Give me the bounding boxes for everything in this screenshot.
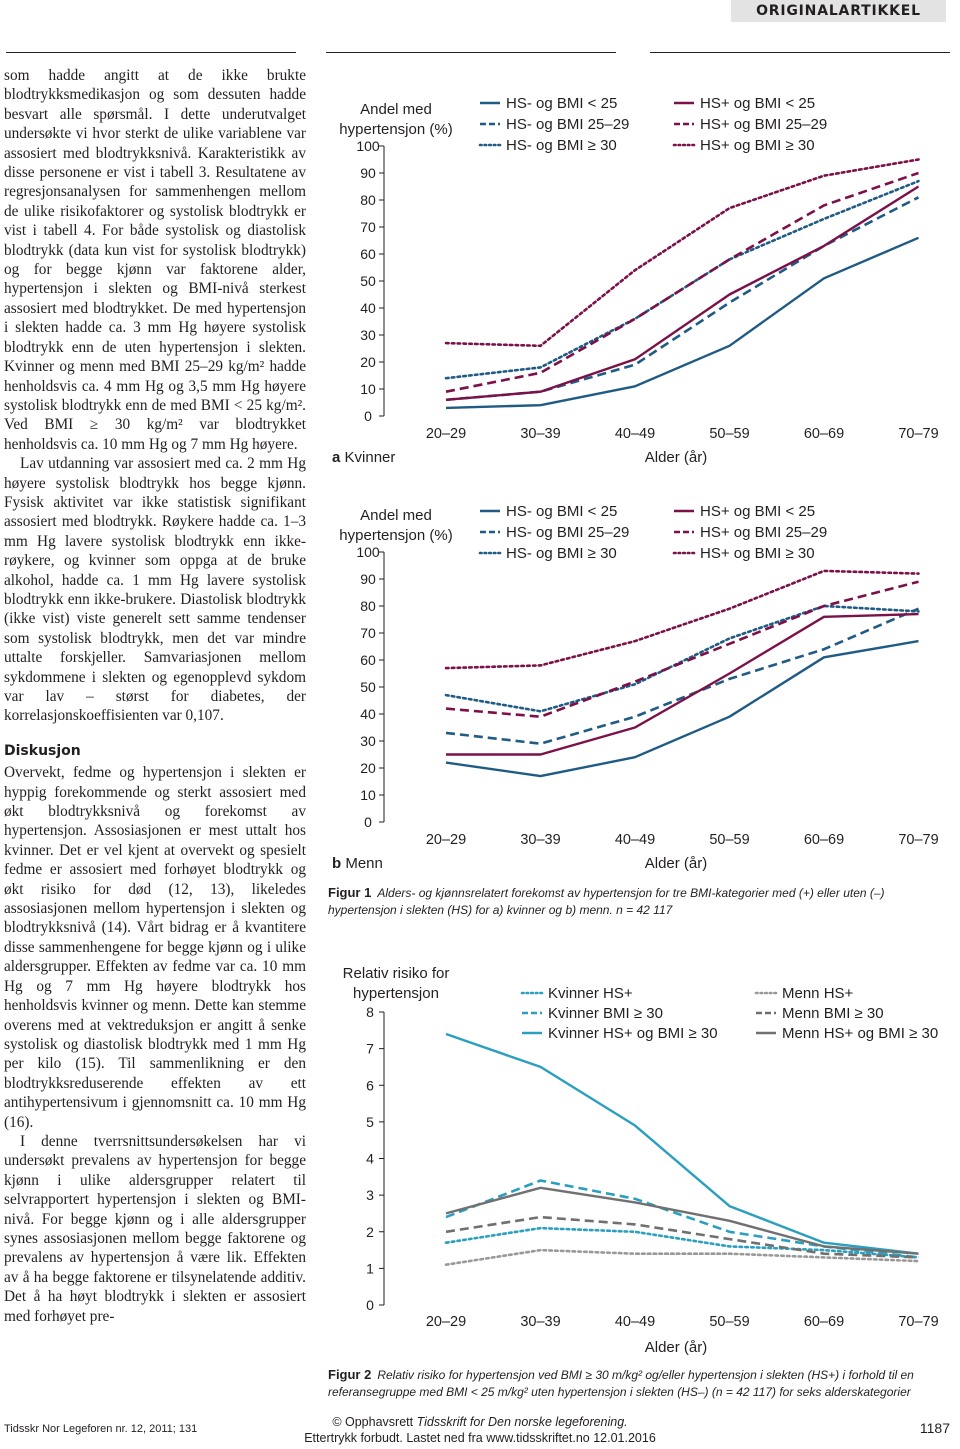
x-tick-label: 20–29	[425, 832, 467, 848]
legend-label: Kvinner BMI ≥ 30	[548, 1005, 663, 1022]
series-line	[446, 609, 919, 744]
y-tick-label: 20	[360, 760, 376, 776]
x-tick-label: 30–39	[520, 426, 561, 442]
y-tick-label: 60	[360, 246, 376, 262]
y-axis-label: Relativ risiko for	[342, 965, 450, 982]
figure-2-caption-text: Relativ risiko for hypertensjon ved BMI ≥ 30 m/kg² og/eller hypertensjon i slekten (HS+) i forhold til en referansegruppe med BMI < 25 m/kg² uten hypertensjon i slekten (HS–) (n = 42 117) for seks alderskategorier	[328, 1368, 914, 1399]
legend-label: HS- og BMI ≥ 30	[506, 545, 617, 562]
legend-label: HS+ og BMI < 25	[700, 95, 816, 112]
y-tick-label: 70	[360, 219, 376, 235]
body-paragraph: Lav utdanning var assosiert med ca. 2 mm Hg høyere systolisk blodtrykk hos begge kjønn. Fysisk aktivitet var ikke statistisk signifikant assosiert med blodtrykk. Røykere hadde ca. 1–3 mm Hg lavere systolisk blodtrykk enn ikke-røykere, og kvinner som oppga at de bruke alkohol, hadde ca. 1 mm Hg lavere systolisk blodtrykk enn ikke-brukere. Diastolisk blodtrykk (ikke vist) viste generelt sett samme tendenser som systolisk blodtrykk, men det var mindre uttalte forskjeller. Samvariasjonen mellom sykdommene i slekten og egenopplevd sykdom var lav – størst for diabetes, der korrelasjonskoeffisienten var 0,107.	[4, 455, 306, 725]
x-tick-label: 20–29	[425, 426, 467, 442]
x-tick-label: 60–69	[803, 1314, 845, 1330]
y-tick-label: 0	[364, 814, 372, 830]
download-notice: Ettertrykk forbudt. Lastet ned fra www.tidsskriftet.no 12.01.2016	[304, 1431, 656, 1445]
legend-label: Menn HS+	[782, 985, 854, 1002]
series-line	[446, 1250, 919, 1265]
figure-1-caption	[328, 884, 950, 919]
legend-label: HS+ og BMI ≥ 30	[700, 137, 815, 154]
page-header	[0, 0, 960, 24]
y-tick-label: 0	[364, 408, 372, 424]
y-tick-label: 2	[366, 1223, 374, 1240]
y-tick-label: 20	[360, 354, 376, 370]
series-line	[446, 614, 919, 754]
copyright-journal: Tidsskrift for Den norske legeforening.	[416, 1415, 628, 1429]
header-rule-right	[650, 52, 950, 53]
y-tick-label: 50	[360, 273, 376, 289]
y-tick-label: 100	[356, 138, 380, 154]
series-line	[446, 606, 919, 711]
series-line	[446, 160, 919, 346]
x-axis-label: Alder (år)	[644, 449, 708, 466]
section-heading: Diskusjon	[4, 742, 81, 759]
x-tick-label: 50–59	[709, 832, 750, 848]
y-tick-label: 0	[366, 1297, 374, 1313]
legend-label: HS+ og BMI ≥ 30	[700, 545, 815, 562]
y-tick-label: 6	[366, 1077, 374, 1094]
figure-2-caption	[328, 1366, 950, 1401]
y-tick-label: 30	[360, 327, 376, 343]
x-tick-label: 70–79	[898, 1314, 939, 1330]
header-rule-mid	[326, 52, 616, 53]
legend-label: HS- og BMI 25–29	[506, 116, 630, 133]
figure-2-label: Figur 2	[328, 1367, 372, 1382]
y-axis-label: hypertensjon	[353, 985, 439, 1002]
y-tick-label: 100	[356, 544, 380, 560]
y-tick-label: 7	[366, 1040, 374, 1057]
y-tick-label: 10	[360, 787, 376, 803]
x-tick-label: 50–59	[709, 426, 750, 442]
legend-label: HS+ og BMI 25–29	[700, 524, 828, 541]
y-tick-label: 80	[360, 192, 376, 208]
x-tick-label: 20–29	[425, 1314, 467, 1330]
y-tick-label: 70	[360, 625, 376, 641]
y-tick-label: 90	[360, 571, 376, 587]
legend-label: HS- og BMI < 25	[506, 95, 618, 112]
y-tick-label: 80	[360, 598, 376, 614]
legend-label: HS- og BMI ≥ 30	[506, 137, 617, 154]
series-line	[446, 173, 919, 392]
legend-label: HS+ og BMI < 25	[700, 503, 816, 520]
series-line	[446, 1217, 919, 1257]
y-tick-label: 30	[360, 733, 376, 749]
y-tick-label: 10	[360, 381, 376, 397]
y-tick-label: 1	[366, 1260, 374, 1277]
legend-label: HS+ og BMI 25–29	[700, 116, 828, 133]
legend-label: HS- og BMI 25–29	[506, 524, 630, 541]
x-tick-label: 60–69	[803, 426, 845, 442]
legend-label: Kvinner HS+	[548, 985, 633, 1002]
section-tag: ORIGINALARTIKKEL	[731, 0, 946, 22]
y-tick-label: 5	[366, 1113, 374, 1130]
legend-label: HS- og BMI < 25	[506, 503, 618, 520]
copyright-prefix: © Opphavsrett	[332, 1415, 417, 1429]
y-tick-label: 4	[366, 1150, 374, 1167]
x-tick-label: 50–59	[709, 1314, 750, 1330]
x-tick-label: 60–69	[803, 832, 845, 848]
legend-label: Menn BMI ≥ 30	[782, 1005, 884, 1022]
y-tick-label: 50	[360, 679, 376, 695]
series-line	[446, 238, 919, 408]
y-axis-label: hypertensjon (%)	[339, 527, 453, 544]
y-tick-label: 40	[360, 300, 376, 316]
y-axis-label: hypertensjon (%)	[339, 121, 453, 138]
x-axis-label: Alder (år)	[644, 855, 708, 872]
y-tick-label: 8	[366, 1004, 374, 1020]
y-axis-label: Andel med	[360, 507, 432, 524]
y-tick-label: 60	[360, 652, 376, 668]
figure-1a-chart	[326, 90, 956, 475]
x-tick-label: 40–49	[614, 832, 656, 848]
series-line	[446, 187, 919, 400]
copyright-notice	[240, 1414, 720, 1446]
page-number: 1187	[919, 1420, 950, 1436]
body-paragraph: I denne tverrsnittsundersøkelsen har vi undersøkt prevalens av hypertensjon for begge kjønn i ulike aldersgrupper relatert til selvrapportert hypertensjon i slekten og BMI-nivå. For begge kjønn og i alle aldersgrupper synes assosiasjonen mellom begge faktorene og prevalens av hypertensjon å være lik. Effekten av å ha begge faktorene er tilsynelatende additiv. Det å ha høyt blodtrykk i slekten er assosiert med forhøyet pre-	[4, 1132, 306, 1325]
panel-label: a Kvinner	[332, 449, 396, 466]
legend-label: Menn HS+ og BMI ≥ 30	[782, 1025, 939, 1042]
x-axis-label: Alder (år)	[644, 1339, 708, 1356]
y-tick-label: 40	[360, 706, 376, 722]
header-rule-left	[6, 52, 296, 53]
legend-label: Kvinner HS+ og BMI ≥ 30	[548, 1025, 718, 1042]
x-tick-label: 70–79	[898, 426, 939, 442]
y-axis-label: Andel med	[360, 101, 432, 118]
journal-citation: Tidsskr Nor Legeforen nr. 12, 2011; 131	[4, 1423, 198, 1435]
series-line	[446, 181, 919, 378]
x-tick-label: 40–49	[614, 426, 656, 442]
body-paragraph: Overvekt, fedme og hypertensjon i slekten er hyppig forekommende og sterkt assosiert med økt blodtrykksnivå og forekomst av hypertensjon. Assosiasjonen er mest uttalt hos kvinner. Det er vel kjent at overvekt og spesielt fedme er assosiert med forhøyet blodtrykk og økt risiko for død (12, 13), likeledes assosiasjonen mellom hypertensjon i slekten og blodtrykksnivå (14). Vårt bidrag er å kvantitere disse sammenhengene for begge kjønn og i ulike aldersgrupper. Effekten av fedme var ca. 10 mm Hg og 7 mm Hg høyere blodtrykk hos henholdsvis kvinner og menn. Dette kan stemme overens med at vektreduksjon er angitt å senke systolisk og diastolisk blodtrykk med 1 mm Hg per kilo (15). Til sammenlikning er den blodtrykksreduserende effekten av ett antihypertensivum i gjennomsnitt ca. 10 mm Hg (16).	[4, 764, 306, 1131]
x-tick-label: 40–49	[614, 1314, 656, 1330]
panel-label: b Menn	[332, 855, 383, 872]
y-tick-label: 3	[366, 1187, 374, 1204]
figure-1b-chart	[326, 496, 956, 881]
figure-1-caption-text: Alders- og kjønnsrelatert forekomst av hypertensjon for tre BMI-kategorier med (+) eller uten (–) hypertensjon i slekten (HS) for a) kvinner og b) menn. n = 42 117	[328, 886, 885, 917]
x-tick-label: 30–39	[520, 1314, 561, 1330]
article-text-column	[4, 66, 306, 1326]
x-tick-label: 70–79	[898, 832, 939, 848]
y-tick-label: 90	[360, 165, 376, 181]
x-tick-label: 30–39	[520, 832, 561, 848]
body-paragraph: som hadde angitt at de ikke brukte blodtrykksmedikasjon og som dessuten hadde besvart alle spørsmål. I dette underutvalget undersøkte vi hvor sterkt de ulike variablene var assosiert med blodtrykksnivå. Karakteristikk av disse personene er vist i tabell 3. Resultatene av regresjonsanalysen for sammenhengen mellom de ulike risikofaktorer og systolisk blodtrykk er vist i tabell 4. For både systolisk og diastolisk blodtrykk (data kun vist for systolisk blodtrykk) og for begge kjønn var faktorene alder, hypertensjon i slekten og BMI-nivå sterkest assosiert med blodtrykket. De med hypertensjon i slekten hadde ca. 3 mm Hg høyere systolisk blodtrykk enn de uten hypertensjon i slekten. Kvinner og menn med BMI 25–29 kg/m² hadde henholdsvis ca. 4 mm Hg og 3,5 mm Hg høyere systolisk blodtrykk enn de med BMI < 25 kg/m². Ved BMI ≥ 30 kg/m² var blodtrykket henholdsvis ca. 10 mm Hg og 7 mm Hg høyere.	[4, 67, 306, 453]
figure-2-chart	[326, 958, 956, 1358]
figure-1-label: Figur 1	[328, 885, 372, 900]
